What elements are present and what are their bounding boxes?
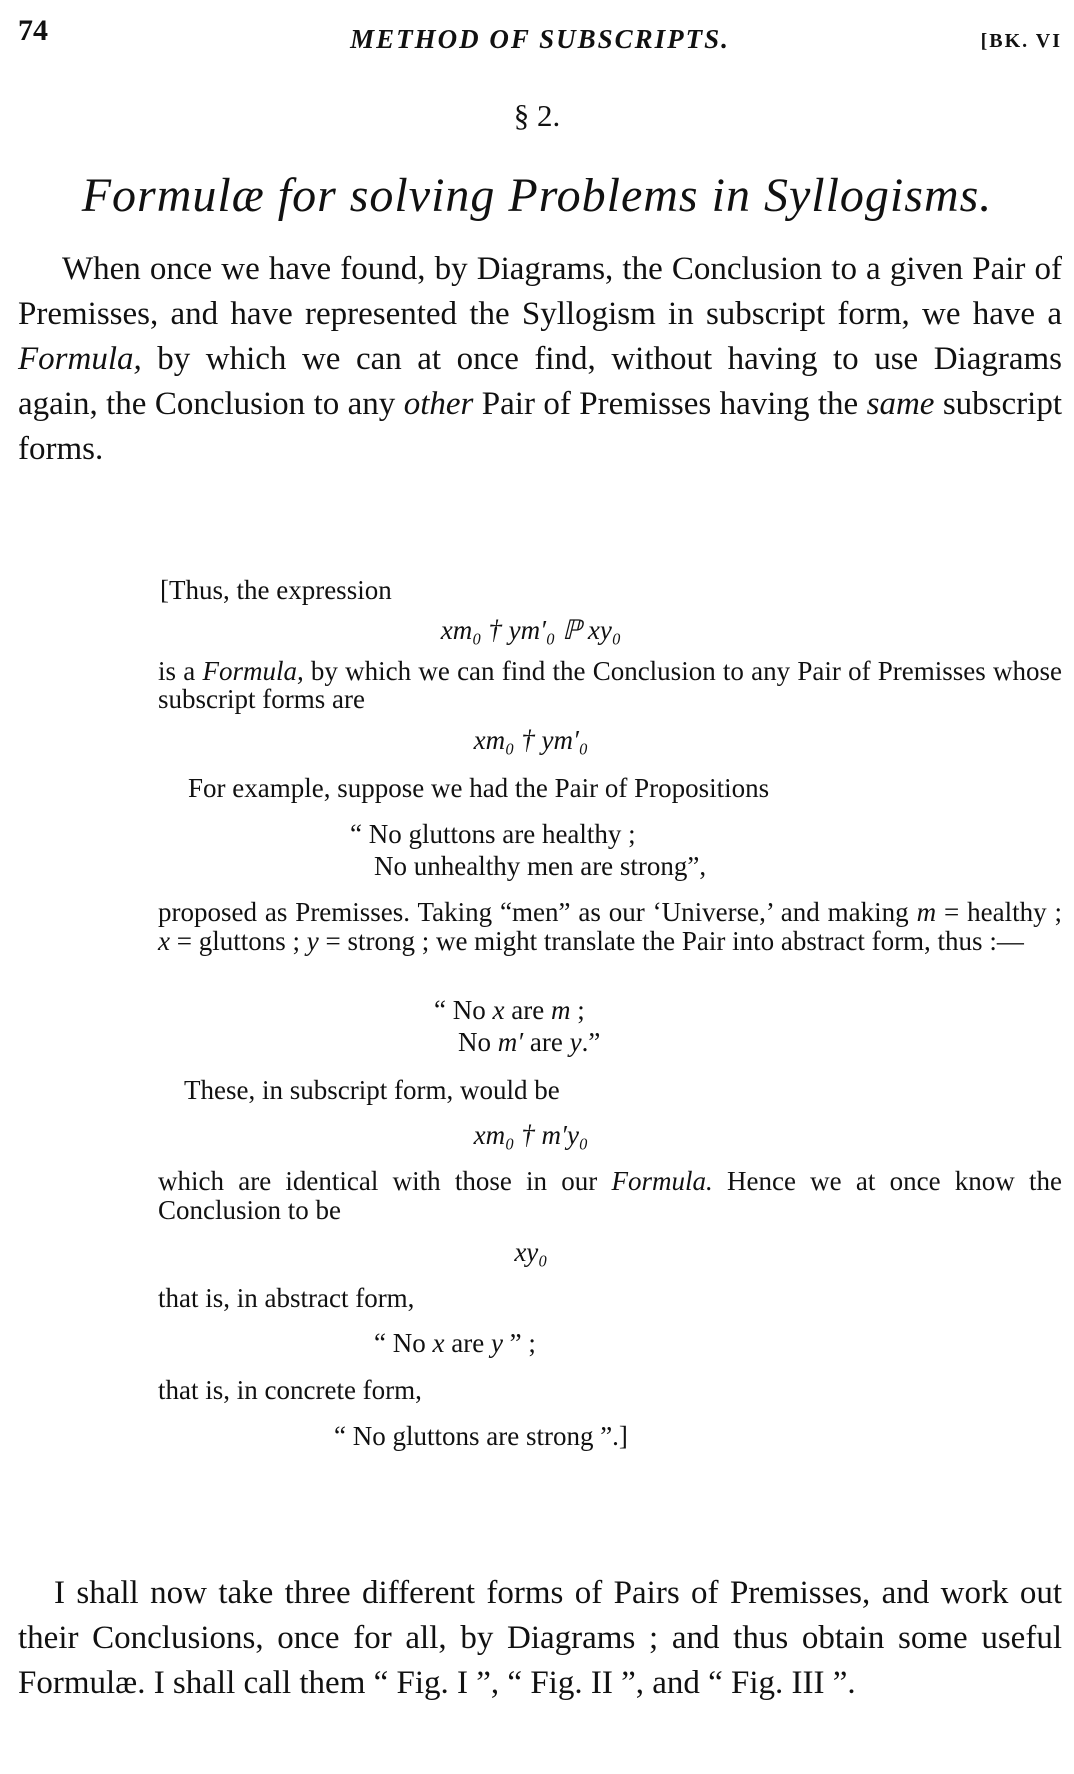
- formula-description: is a Formula, by which we can find the Conclusion to any Pair of Premisses whose subscript forms are: [158, 656, 1063, 714]
- abstract-conclusion: “ No x are y ” ;: [374, 1328, 536, 1358]
- abstract-premiss-1: “ No x are m ;: [434, 995, 585, 1025]
- abstract-premiss-2: No m′ are y.”: [458, 1027, 601, 1057]
- proposition-2: No unhealthy men are strong”,: [374, 851, 707, 881]
- emphasis-same: same: [866, 386, 935, 422]
- concrete-conclusion: “ No gluttons are strong ”.]: [334, 1421, 628, 1451]
- formula-subscript: xm₀ † m′y₀: [473, 1120, 589, 1150]
- book-reference: [BK. VI: [980, 30, 1062, 52]
- subscript-form-line: These, in subscript form, would be: [184, 1075, 560, 1105]
- translation-description: proposed as Premisses. Taking “men” as our ‘Universe,’ and making m = healthy ; x = gluttons ; y = strong ; we might translate the Pair into abstract form, thus :—: [158, 897, 1062, 956]
- formula-conclusion: xy₀: [514, 1237, 548, 1267]
- for-example-line: For example, suppose we had the Pair of Propositions: [188, 773, 770, 803]
- emphasis-other: other: [403, 386, 474, 422]
- section-title: Formulæ for solving Problems in Syllogisms.: [81, 169, 993, 222]
- concrete-form-line: that is, in concrete form,: [158, 1375, 422, 1405]
- section-number: § 2.: [513, 98, 561, 133]
- running-title: METHOD OF SUBSCRIPTS.: [350, 24, 730, 54]
- formula-premisses: xm₀ † ym′₀: [473, 725, 589, 755]
- intro-paragraph: When once we have found, by Diagrams, the Conclusion to a given Pair of Premisses, and have represented the Syllogism in subscript form, we have a Formula, by which we can at once find, without having to use Diagrams again, the Conclusion to any other Pair of Premisses having the same subscript forms.: [18, 251, 1063, 467]
- example-intro: [Thus, the expression: [160, 575, 392, 605]
- proposition-1: “ No gluttons are healthy ;: [350, 819, 636, 849]
- running-head: [18, 14, 1062, 54]
- identical-description: which are identical with those in our Formula. Hence we at once know the Conclusion to be: [158, 1166, 1062, 1225]
- page-number: 74: [18, 14, 48, 47]
- closing-paragraph: I shall now take three different forms of Pairs of Premisses, and work out their Conclusions, once for all, by Diagrams ; and thus obtain some useful Formulæ. I shall call them “ Fig. I ”, “ Fig. II ”, and “ Fig. III ”.: [18, 1575, 1062, 1701]
- emphasis-formula: Formula,: [18, 341, 142, 377]
- formula-expression: xm₀ † ym′₀ ℙ xy₀: [440, 615, 622, 645]
- abstract-form-line: that is, in abstract form,: [158, 1283, 415, 1313]
